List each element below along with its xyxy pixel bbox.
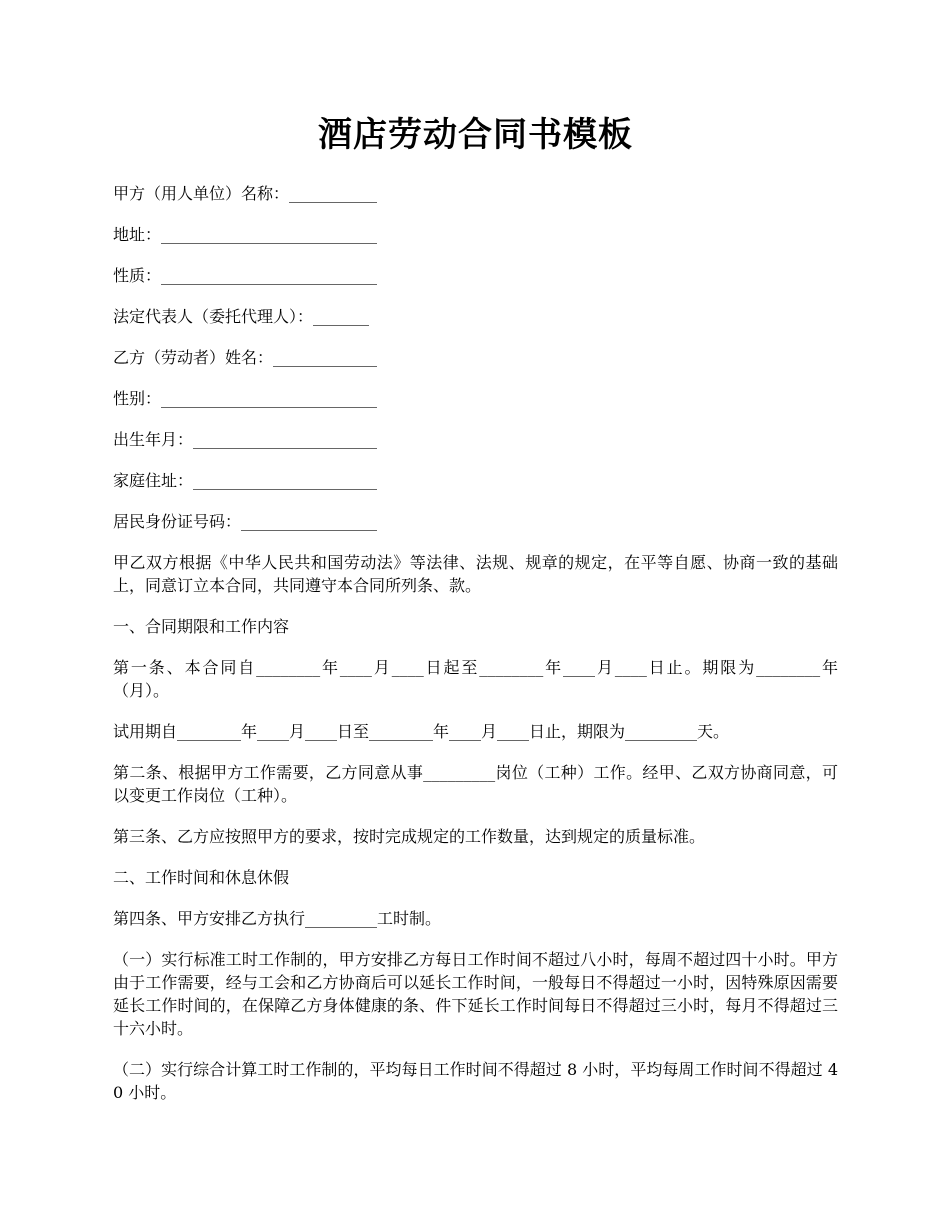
- article-2-paragraph: 第二条、根据甲方工作需要，乙方同意从事_________岗位（工种）工作。经甲、乙双方协商同意，可以变更工作岗位（工种）。: [113, 763, 838, 805]
- home-address-field: 家庭住址：_______________________: [113, 471, 378, 490]
- probation-paragraph: 试用期自________年____月____日至________年____月____日止，期限为_________天。: [113, 722, 730, 741]
- employee-name-field: 乙方（劳动者）姓名：_____________: [113, 348, 378, 367]
- birth-date-field: 出生年月：_______________________: [113, 430, 378, 449]
- article-1-paragraph: 第一条、本合同自________年____月____日起至________年____月____日止。期限为________年（月）。: [113, 658, 838, 700]
- comprehensive-hours-paragraph: （二）实行综合计算工时工作制的，平均每日工作时间不得超过 8 小时，平均每周工作时间不得超过 40 小时。: [113, 1060, 838, 1102]
- article-4-paragraph: 第四条、甲方安排乙方执行_________工时制。: [113, 909, 442, 928]
- nature-field: 性质：___________________________: [113, 266, 378, 285]
- preamble-paragraph: 甲乙双方根据《中华人民共和国劳动法》等法律、法规、规章的规定，在平等自愿、协商一致的基础上，同意订立本合同，共同遵守本合同所列条、款。: [113, 553, 838, 595]
- address-field: 地址：___________________________: [113, 225, 378, 244]
- section-heading-working-hours: 二、工作时间和休息休假: [113, 868, 290, 887]
- article-3-paragraph: 第三条、乙方应按照甲方的要求，按时完成规定的工作数量，达到规定的质量标准。: [113, 827, 706, 846]
- gender-field: 性别：___________________________: [113, 389, 378, 408]
- employer-name-field: 甲方（用人单位）名称：___________: [113, 184, 378, 203]
- document-title: 酒店劳动合同书模板: [318, 115, 633, 155]
- section-heading-contract-term: 一、合同期限和工作内容: [113, 617, 290, 636]
- legal-representative-field: 法定代表人（委托代理人）：_______: [113, 307, 370, 326]
- standard-hours-paragraph: （一）实行标准工时工作制的，甲方安排乙方每日工作时间不超过八小时，每周不超过四十小时。甲方由于工作需要，经与工会和乙方协商后可以延长工作时间，一般每日不得超过一小时，因特殊原因需要延长工作时间的，在保障乙方身体健康的条、件下延长工作时间每日不得超过三小时，每月不得超过三十六小时。: [113, 950, 838, 1038]
- id-number-field: 居民身份证号码：_________________: [113, 512, 378, 531]
